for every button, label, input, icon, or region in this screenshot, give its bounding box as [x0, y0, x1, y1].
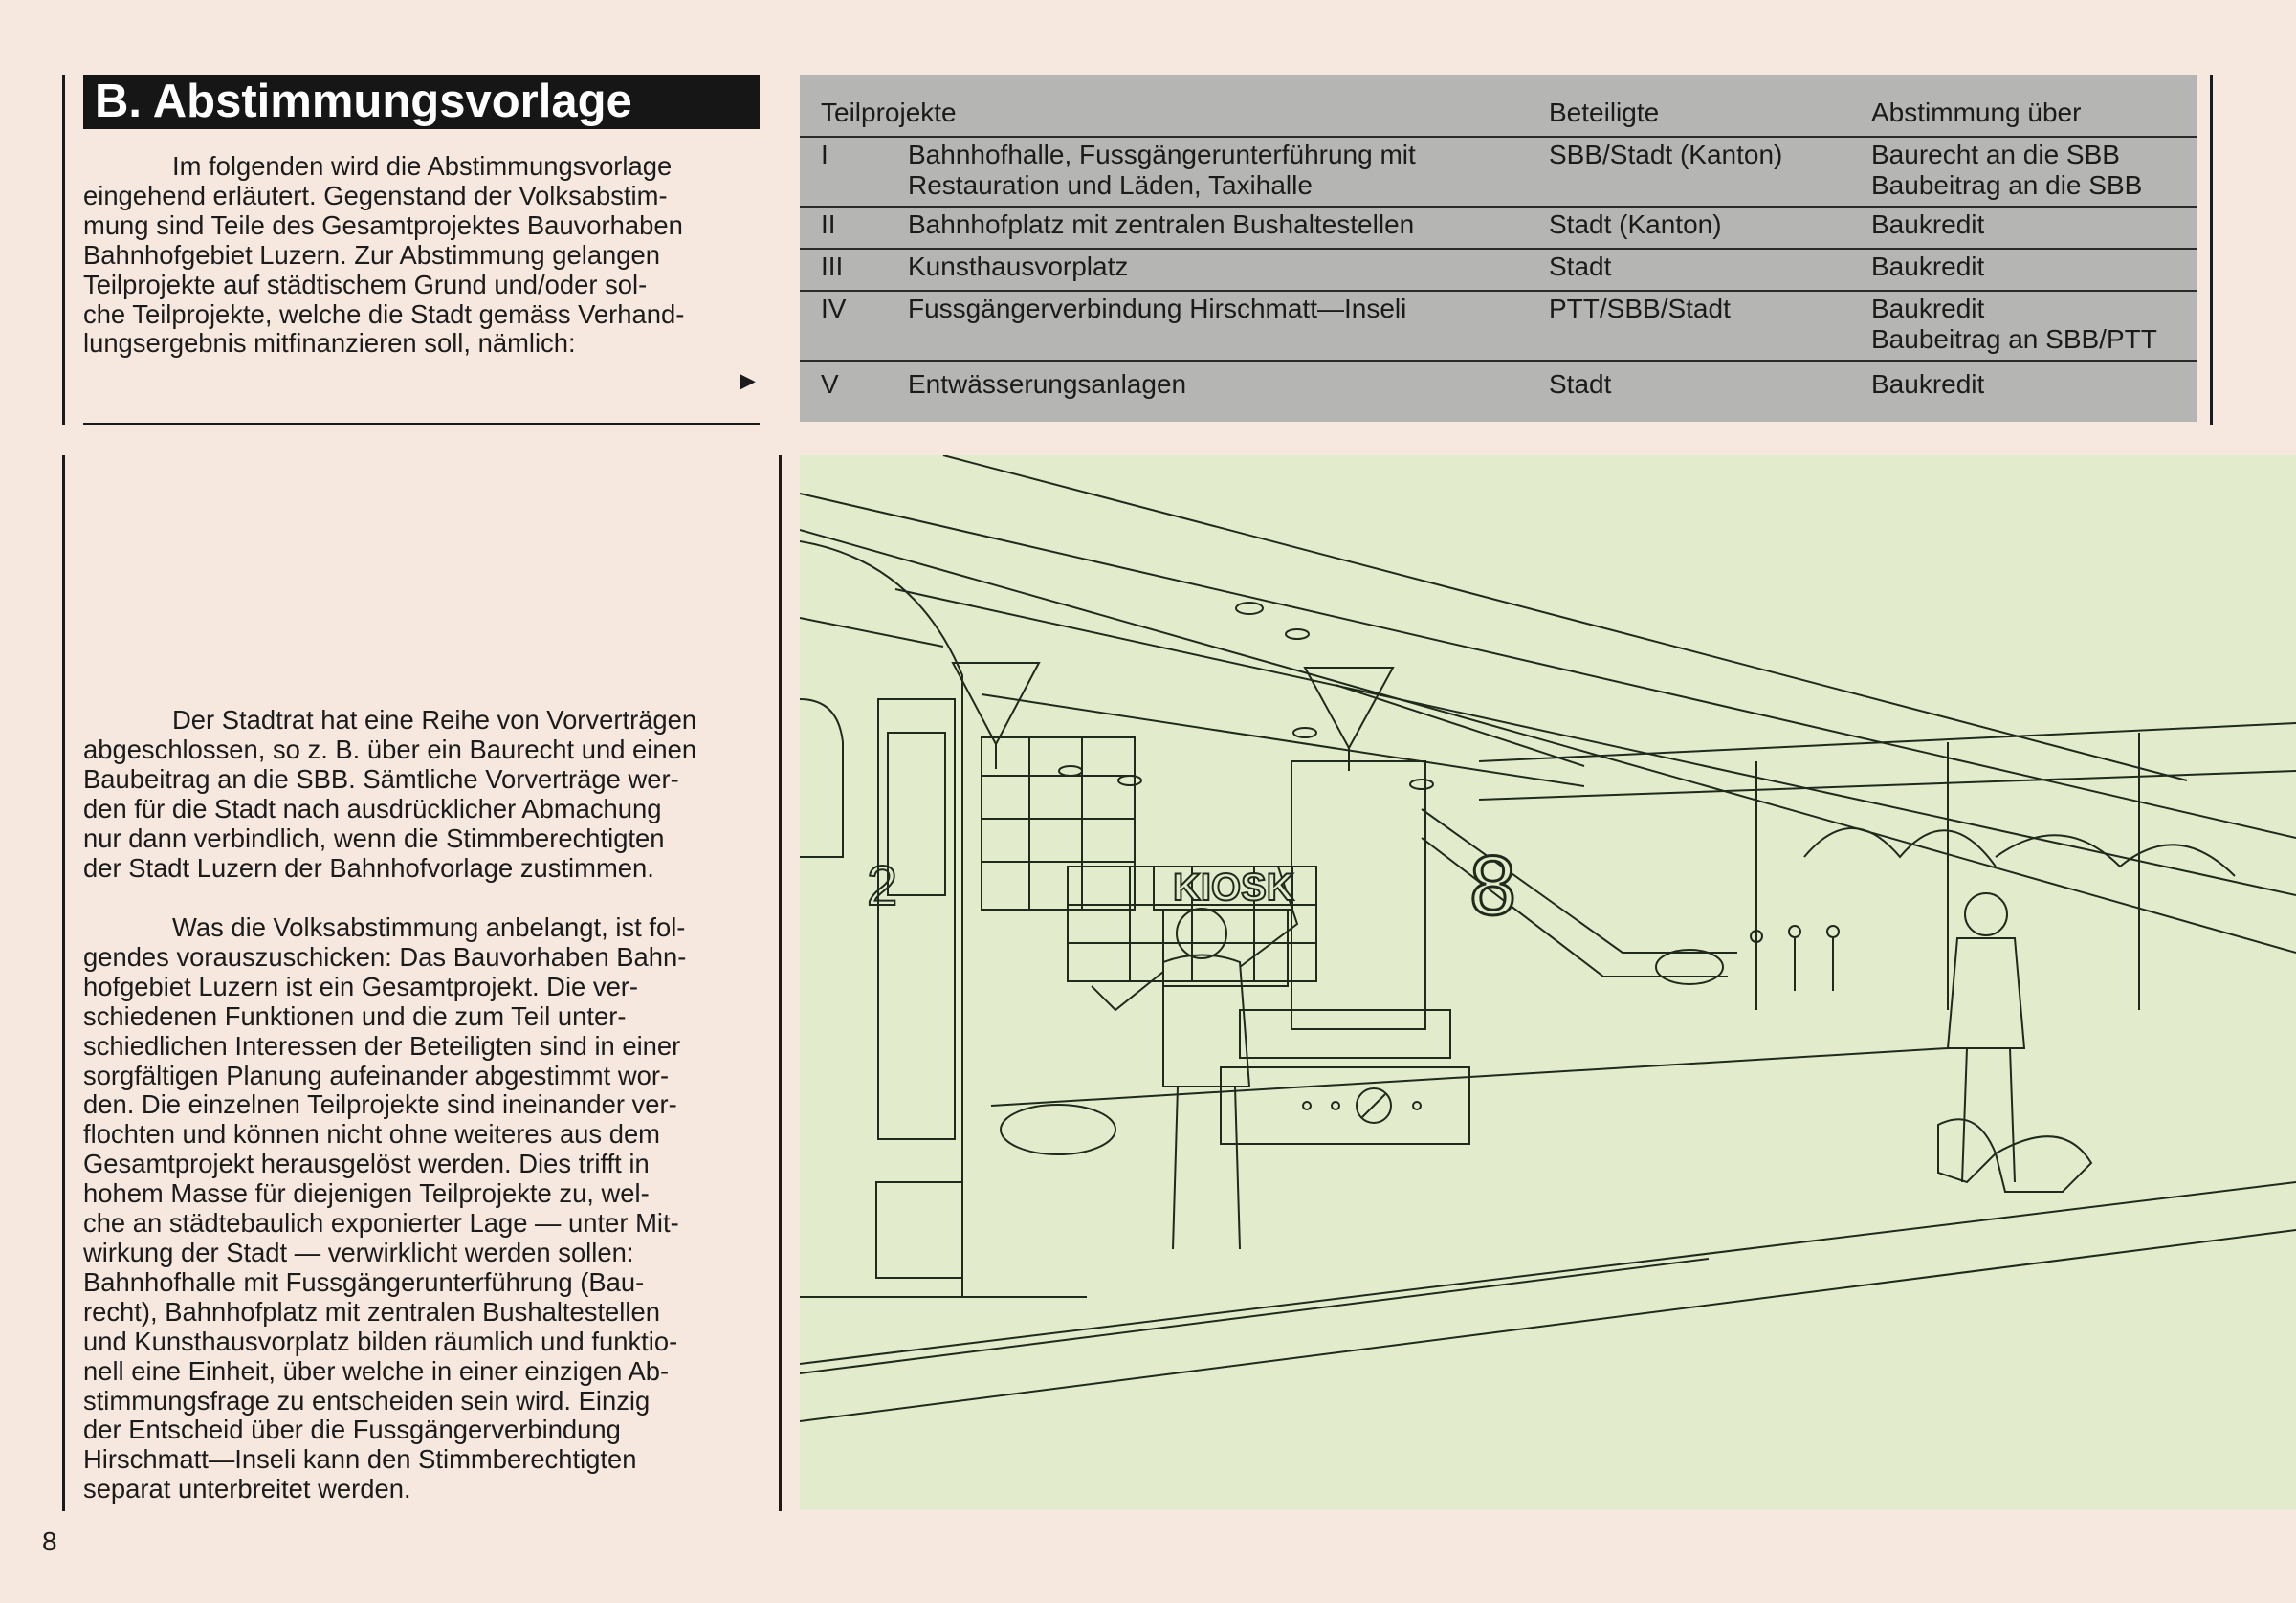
text-line: und Kunsthausvorplatz bilden räumlich und funktio-	[83, 1326, 678, 1356]
text-line: den für die Stadt nach ausdrücklicher Abmachung	[83, 793, 662, 823]
text-line: sorgfältigen Planung aufeinander abgestimmt wor-	[83, 1060, 670, 1090]
section-divider	[83, 423, 760, 425]
row-vote: Baubeitrag an SBB/PTT	[1871, 324, 2157, 354]
platform-number: 8	[1469, 838, 1516, 933]
row-vote: Baukredit	[1871, 209, 1985, 239]
row-vote: Baubeitrag an die SBB	[1871, 170, 2143, 200]
row-description: Fussgängerverbindung Hirschmatt—Inseli	[908, 294, 1407, 323]
text-line: nell eine Einheit, über welche in einer einzigen Ab-	[83, 1355, 670, 1386]
text-line: wirkung der Stadt — verwirklicht werden sollen:	[83, 1237, 634, 1267]
table-rule-right	[2210, 75, 2213, 425]
vorvertraege-paragraph	[83, 706, 760, 883]
row-description: Bahnhofhalle, Fussgängerunterführung mit	[908, 140, 1416, 169]
text-line: schiedenen Funktionen und die zum Teil unter-	[83, 1000, 627, 1031]
row-participants: SBB/Stadt (Kanton)	[1549, 140, 1783, 169]
text-line: nur dann verbindlich, wenn die Stimmberechtigten	[83, 823, 665, 853]
text-line: Bahnhofhalle mit Fussgängerunterführung (Bau-	[83, 1266, 645, 1297]
continue-arrow-icon: ▶	[740, 368, 756, 392]
distant-people	[1751, 926, 1839, 991]
text-line: Baubeitrag an die SBB. Sämtliche Vorverträge wer-	[83, 763, 679, 794]
volksabstimmung-paragraph	[83, 913, 760, 1504]
kiosk-sign: KIOSK	[1173, 867, 1294, 909]
station-illustration	[800, 455, 2296, 1510]
text-line: der Entscheid über die Fussgängerverbindung	[83, 1415, 621, 1445]
row-participants: Stadt (Kanton)	[1549, 209, 1722, 239]
text-line: hohem Masse für diejenigen Teilprojekte zu, wel-	[83, 1178, 650, 1209]
row-description: Entwässerungsanlagen	[908, 369, 1187, 399]
table-header-vote: Abstimmung über	[1871, 98, 2082, 127]
text-line: schiedlichen Interessen der Beteiligten sind in einer	[83, 1030, 681, 1061]
subprojects-table	[800, 75, 2197, 422]
text-line: separat unterbreitet werden.	[83, 1474, 411, 1504]
person-traveller	[1938, 893, 2091, 1192]
row-number: I	[821, 140, 828, 169]
row-vote: Baukredit	[1871, 369, 1985, 399]
column-rule-top	[62, 75, 65, 425]
text-line: abgeschlossen, so z. B. über ein Baurecht und einen	[83, 734, 697, 764]
page-number: 8	[42, 1526, 57, 1556]
text-line: eingehend erläutert. Gegenstand der Volksabstim-	[83, 180, 668, 210]
row-number: III	[821, 252, 844, 281]
illustration-rule-left	[779, 455, 782, 1511]
table-row	[800, 136, 2197, 206]
text-line: che an städtebaulich exponierter Lage — unter Mit-	[83, 1208, 679, 1239]
platform-tracks	[800, 1048, 2296, 1421]
table-row	[800, 360, 2197, 424]
text-line: hofgebiet Luzern ist ein Gesamtprojekt. Die ver-	[83, 971, 639, 1001]
text-line: den. Die einzelnen Teilprojekte sind ineinander ver-	[83, 1089, 677, 1120]
coach-class-number: 2	[867, 855, 898, 917]
row-participants: Stadt	[1549, 252, 1612, 281]
row-vote: Baukredit	[1871, 252, 1985, 281]
column-rule-bottom	[62, 455, 65, 1511]
table-row	[800, 290, 2197, 360]
row-vote: Baurecht an die SBB	[1871, 140, 2120, 169]
text-line: Bahnhofgebiet Luzern. Zur Abstimmung gelangen	[83, 239, 660, 270]
text-line: stimmungsfrage zu entscheiden sein wird. Einzig	[83, 1385, 651, 1416]
table-row	[800, 206, 2197, 248]
text-line: Teilprojekte auf städtischem Grund und/oder sol-	[83, 269, 648, 299]
table-header-participants: Beteiligte	[1549, 98, 1660, 127]
page-heading: B. Abstimmungsvorlage	[83, 75, 760, 129]
row-number: V	[821, 369, 839, 399]
text-line: gendes vorauszuschicken: Das Bauvorhaben Bahn-	[83, 941, 687, 972]
text-line: der Stadt Luzern der Bahnhofvorlage zustimmen.	[83, 852, 654, 883]
text-line: Gesamtprojekt herausgelöst werden. Dies trifft in	[83, 1149, 650, 1179]
row-description: Restauration und Läden, Taxihalle	[908, 170, 1313, 200]
row-description: Kunsthausvorplatz	[908, 252, 1129, 281]
text-line: recht), Bahnhofplatz mit zentralen Bushaltestellen	[83, 1296, 660, 1327]
table-row	[800, 248, 2197, 290]
table-header-subprojects: Teilprojekte	[821, 98, 957, 127]
row-participants: Stadt	[1549, 369, 1612, 399]
row-vote: Baukredit	[1871, 294, 1985, 323]
row-number: IV	[821, 294, 847, 323]
intro-paragraph	[83, 152, 760, 359]
row-number: II	[821, 209, 836, 239]
text-line: Hirschmatt—Inseli kann den Stimmberechtigten	[83, 1444, 637, 1475]
text-line: mung sind Teile des Gesamtprojektes Bauvorhaben	[83, 209, 683, 240]
platform-drawing	[800, 455, 2296, 1510]
row-description: Bahnhofplatz mit zentralen Bushaltestellen	[908, 209, 1415, 239]
text-line: Was die Volksabstimmung anbelangt, ist fol-	[172, 912, 686, 942]
text-line: Der Stadtrat hat eine Reihe von Vorverträgen	[172, 705, 697, 735]
catenary-wires	[800, 455, 2296, 953]
row-participants: PTT/SBB/Stadt	[1549, 294, 1731, 323]
text-line: flochten und können nicht ohne weiteres aus dem	[83, 1119, 660, 1150]
text-line: Im folgenden wird die Abstimmungsvorlage	[172, 151, 673, 181]
text-line: che Teilprojekte, welche die Stadt gemäss Verhand-	[83, 298, 685, 329]
text-line: lungsergebnis mitfinanzieren soll, nämlich:	[83, 328, 576, 359]
